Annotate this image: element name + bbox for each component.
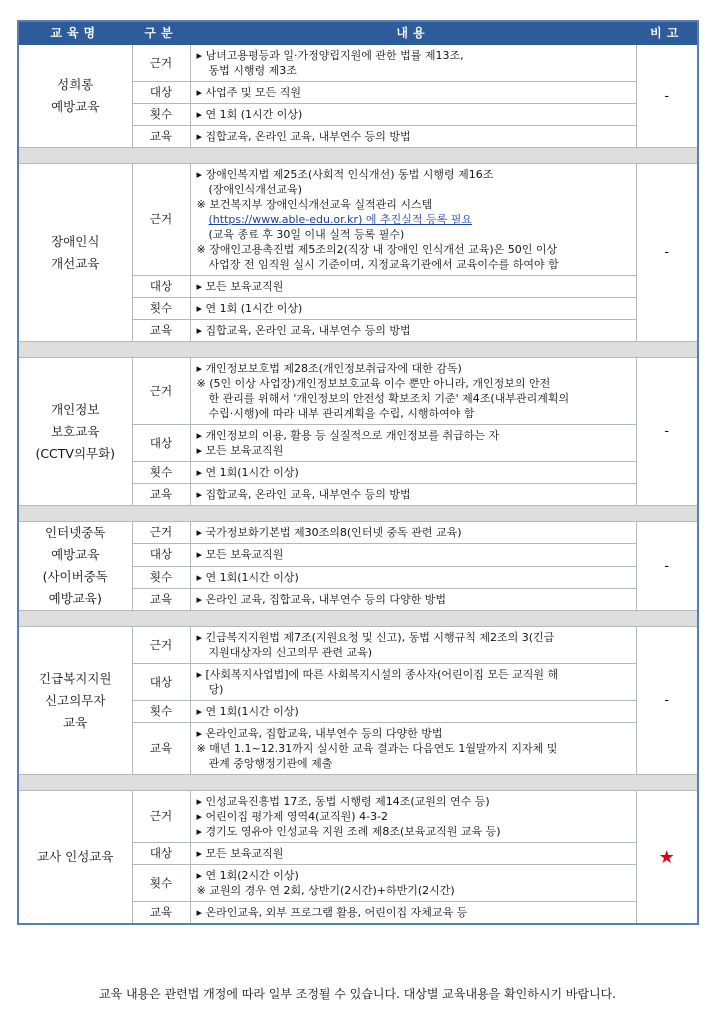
star-icon: ★ bbox=[636, 791, 698, 925]
course-name-line: 예방교육 bbox=[51, 99, 100, 114]
course-name-internet bbox=[18, 522, 132, 611]
course-name-disability bbox=[18, 164, 132, 342]
content-cell bbox=[190, 588, 636, 610]
content-cell bbox=[190, 484, 636, 506]
note-cell: - bbox=[636, 358, 698, 506]
section-divider bbox=[18, 611, 698, 627]
content-line: ▸ 경기도 영유아 인성교육 지원 조례 제8조(보육교직원 교육 등) bbox=[196, 825, 501, 838]
course-name-line: (CCTV의무화) bbox=[35, 445, 116, 461]
content-line: ▸ 긴급복지지원법 제7조(지원요청 및 신고), 동법 시행규칙 제2조의 3(긴급 bbox=[196, 631, 555, 644]
content-line: 수립·시행)에 따라 내부 관리계획을 수립, 시행하여야 함 bbox=[208, 407, 475, 420]
content-cell bbox=[190, 566, 636, 588]
divider-cell bbox=[18, 342, 698, 358]
category-method: 교육 bbox=[132, 484, 190, 506]
divider-cell bbox=[18, 611, 698, 627]
content-line: ▸ 인성교육진흥법 17조, 동법 시행령 제14조(교원의 연수 등) bbox=[196, 795, 490, 808]
content-cell bbox=[190, 522, 636, 544]
content-line: ▸ 연 1회 (1시간 이상) bbox=[196, 302, 303, 315]
category-frequency: 횟수 bbox=[132, 566, 190, 588]
content-line: ▸ 모든 보육교직원 bbox=[196, 280, 284, 293]
content-line: ▸ 남녀고용평등과 일·가정양립지원에 관한 법률 제13조, bbox=[196, 49, 464, 62]
course-name-line: 긴급복지지원 bbox=[39, 670, 112, 686]
content-cell bbox=[190, 82, 636, 104]
content-cell bbox=[190, 126, 636, 148]
category-target: 대상 bbox=[132, 843, 190, 865]
header-content: 내용 bbox=[190, 21, 636, 45]
category-target: 대상 bbox=[132, 544, 190, 566]
content-line: ▸ 온라인 교육, 집합교육, 내부연수 등의 다양한 방법 bbox=[196, 592, 447, 606]
content-line: ▸ 연 1회(1시간 이상) bbox=[196, 570, 299, 584]
content-line: ▸ [사회복지사업법]에 따른 사회복지시설의 종사자(어린이집 모든 교직원 해 bbox=[196, 668, 559, 681]
content-line: ▸ 집합교육, 온라인 교육, 내부연수 등의 방법 bbox=[196, 488, 411, 501]
content-line: ▸ 모든 보육교직원 bbox=[196, 444, 284, 457]
divider-cell bbox=[18, 775, 698, 791]
content-line: ▸ 모든 보육교직원 bbox=[196, 548, 284, 562]
content-line: ▸ 어린이집 평가제 영역4(교직원) 4-3-2 bbox=[196, 810, 389, 823]
content-line: ※ 보건복지부 장애인식개선교육 실적관리 시스템 bbox=[196, 198, 433, 211]
content-line: ▸ 개인정보의 이용, 활용 등 실질적으로 개인정보를 취급하는 자 bbox=[196, 429, 500, 442]
category-basis: 근거 bbox=[132, 164, 190, 276]
category-target: 대상 bbox=[132, 82, 190, 104]
category-frequency: 횟수 bbox=[132, 298, 190, 320]
content-cell bbox=[190, 865, 636, 902]
category-method: 교육 bbox=[132, 902, 190, 925]
table-row bbox=[18, 164, 698, 276]
content-cell bbox=[190, 701, 636, 723]
course-name-line: 장애인식 bbox=[51, 233, 100, 249]
header-name: 교육명 bbox=[18, 21, 132, 45]
course-name-line: 교육 bbox=[63, 714, 88, 730]
content-cell bbox=[190, 544, 636, 566]
divider-cell bbox=[18, 148, 698, 164]
category-basis: 근거 bbox=[132, 522, 190, 544]
category-basis: 근거 bbox=[132, 791, 190, 843]
content-line: ※ (5인 이상 사업장)개인정보보호교육 이수 뿐만 아니라, 개인정보의 안전 bbox=[196, 377, 551, 390]
education-table bbox=[17, 20, 699, 925]
category-method: 교육 bbox=[132, 723, 190, 775]
content-line: ▸ 온라인교육, 집합교육, 내부연수 등의 다양한 방법 bbox=[196, 727, 443, 740]
section-divider bbox=[18, 506, 698, 522]
content-line: ※ 장애인고용촉진법 제5조의2(직장 내 장애인 인식개선 교육)은 50인 이상 bbox=[196, 243, 558, 256]
course-name-line: 예방교육) bbox=[48, 591, 102, 606]
content-line: 한 관리를 위해서 '개인정보의 안전성 확보조치 기준' 제4조(내부관리계획의 bbox=[208, 392, 570, 405]
content-cell bbox=[190, 298, 636, 320]
header-note: 비고 bbox=[636, 21, 698, 45]
content-cell bbox=[190, 425, 636, 462]
content-line: ▸ 모든 보육교직원 bbox=[196, 847, 284, 860]
content-cell bbox=[190, 104, 636, 126]
note-cell: - bbox=[636, 627, 698, 775]
course-name-line: 예방교육 bbox=[51, 547, 100, 562]
course-name-harassment bbox=[18, 45, 132, 148]
content-line: ▸ 집합교육, 온라인 교육, 내부연수 등의 방법 bbox=[196, 130, 411, 143]
content-cell bbox=[190, 902, 636, 925]
content-line: ※ 매년 1.1~12.31까지 실시한 교육 결과는 다음연도 1월말까지 지자체 및 bbox=[196, 742, 558, 755]
table-row bbox=[18, 627, 698, 664]
content-cell bbox=[190, 358, 636, 425]
category-method: 교육 bbox=[132, 126, 190, 148]
category-frequency: 횟수 bbox=[132, 104, 190, 126]
content-line: 당) bbox=[208, 683, 224, 696]
content-line: ▸ 온라인교육, 외부 프로그램 활용, 어린이집 자체교육 등 bbox=[196, 906, 468, 919]
course-name-line: 보호교육 bbox=[51, 423, 100, 439]
divider-cell bbox=[18, 506, 698, 522]
content-line: ▸ 사업주 및 모든 직원 bbox=[196, 86, 302, 99]
course-name-line: 교사 인성교육 bbox=[37, 849, 114, 864]
content-cell bbox=[190, 664, 636, 701]
content-line: 사업장 전 임직원 실시 기준이며, 지정교육기관에서 교육이수를 하여야 함 bbox=[208, 258, 559, 271]
content-line: ▸ 연 1회(2시간 이상) bbox=[196, 869, 299, 882]
content-cell bbox=[190, 723, 636, 775]
course-name-line: 개인정보 bbox=[51, 401, 100, 417]
category-basis: 근거 bbox=[132, 358, 190, 425]
category-method: 교육 bbox=[132, 320, 190, 342]
content-line: (교육 종료 후 30일 이내 실적 등록 필수) bbox=[208, 228, 405, 241]
section-divider bbox=[18, 775, 698, 791]
table-row bbox=[18, 358, 698, 425]
course-name-line: 개선교육 bbox=[51, 255, 100, 271]
category-method: 교육 bbox=[132, 588, 190, 610]
content-line: ※ 교원의 경우 연 2회, 상반기(2시간)+하반기(2시간) bbox=[196, 884, 455, 897]
table-row bbox=[18, 791, 698, 843]
content-cell bbox=[190, 843, 636, 865]
category-basis: 근거 bbox=[132, 627, 190, 664]
course-name-privacy bbox=[18, 358, 132, 506]
content-line: ▸ 장애인복지법 제25조(사회적 인식개선) 동법 시행령 제16조 bbox=[196, 168, 494, 181]
content-cell bbox=[190, 320, 636, 342]
url-link[interactable]: (https://www.able-edu.or.kr) 에 추진실적 등록 필요 bbox=[208, 213, 472, 226]
footer-note: 교육 내용은 관련법 개정에 따라 일부 조정될 수 있습니다. 대상별 교육내용을 확인하시기 바랍니다. bbox=[98, 987, 617, 1001]
category-frequency: 횟수 bbox=[132, 865, 190, 902]
course-name-welfare bbox=[18, 627, 132, 775]
content-cell bbox=[190, 164, 636, 276]
category-frequency: 횟수 bbox=[132, 462, 190, 484]
content-line: 지원대상자의 신고의무 관련 교육) bbox=[208, 646, 373, 659]
content-line: ▸ 연 1회 (1시간 이상) bbox=[196, 108, 303, 121]
education-table-container bbox=[17, 20, 697, 925]
content-cell bbox=[190, 45, 636, 82]
content-cell bbox=[190, 627, 636, 664]
table-row bbox=[18, 522, 698, 544]
content-line: ▸ 집합교육, 온라인 교육, 내부연수 등의 방법 bbox=[196, 324, 411, 337]
content-line: ▸ 개인정보보호법 제28조(개인정보취급자에 대한 감독) bbox=[196, 362, 462, 375]
content-cell bbox=[190, 276, 636, 298]
course-name-character bbox=[18, 791, 132, 925]
section-divider bbox=[18, 342, 698, 358]
note-cell: - bbox=[636, 45, 698, 148]
content-line: 관계 중앙행정기관에 제출 bbox=[208, 757, 333, 770]
category-target: 대상 bbox=[132, 425, 190, 462]
table-row bbox=[18, 45, 698, 82]
category-frequency: 횟수 bbox=[132, 701, 190, 723]
course-name-line: 신고의무자 bbox=[45, 692, 106, 708]
note-cell: - bbox=[636, 522, 698, 611]
category-target: 대상 bbox=[132, 664, 190, 701]
content-line: ▸ 연 1회(1시간 이상) bbox=[196, 466, 299, 479]
category-basis: 근거 bbox=[132, 45, 190, 82]
content-line: 동법 시행령 제3조 bbox=[208, 64, 297, 77]
content-line: ▸ 국가정보화기본법 제30조의8(인터넷 중독 관련 교육) bbox=[196, 526, 462, 540]
course-name-line: 인터넷중독 bbox=[45, 525, 106, 540]
header-category: 구분 bbox=[132, 21, 190, 45]
course-name-line: 성희롱 bbox=[57, 77, 94, 92]
table-body bbox=[18, 45, 698, 925]
category-target: 대상 bbox=[132, 276, 190, 298]
content-cell bbox=[190, 791, 636, 843]
content-cell bbox=[190, 462, 636, 484]
content-line: ▸ 연 1회(1시간 이상) bbox=[196, 705, 299, 718]
course-name-line: (사이버중독 bbox=[42, 569, 108, 584]
table-header-row bbox=[18, 21, 698, 45]
section-divider bbox=[18, 148, 698, 164]
note-cell: - bbox=[636, 164, 698, 342]
content-line: (장애인식개선교육) bbox=[208, 183, 303, 196]
